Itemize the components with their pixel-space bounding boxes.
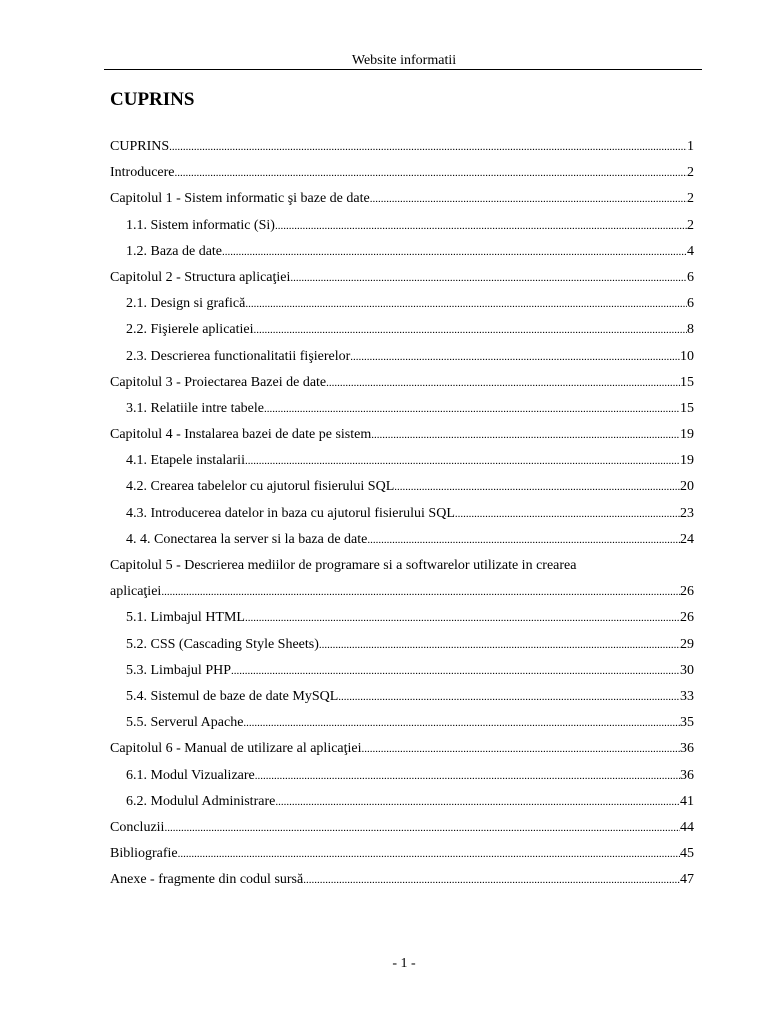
- toc-entry-title: 2.1. Design si grafică: [126, 296, 246, 312]
- toc-entry-page-number: 47: [680, 872, 694, 888]
- toc-dot-leader: [245, 609, 680, 627]
- toc-entry-title: 6.2. Modulul Administrare: [126, 793, 276, 809]
- toc-entry-page-number: 10: [680, 348, 694, 364]
- toc-entry[interactable]: [0, 269, 768, 295]
- toc-entry-row: [126, 688, 694, 706]
- toc-dot-leader: [455, 505, 680, 523]
- toc-entry-page-number: 2: [687, 165, 694, 181]
- toc-entry-page-number: 30: [680, 662, 694, 678]
- toc-entry[interactable]: [0, 400, 768, 426]
- toc-entry-title: Bibliografie: [110, 846, 178, 862]
- toc-entry[interactable]: [0, 217, 768, 243]
- toc-entry[interactable]: [0, 531, 768, 557]
- toc-entry-page-number: 6: [687, 269, 694, 285]
- toc-entry-row: [110, 871, 694, 889]
- toc-dot-leader: [338, 688, 680, 706]
- toc-entry-page-number: 36: [680, 767, 694, 783]
- toc-entry-page-number: 26: [680, 610, 694, 626]
- toc-entry-title: Capitolul 1 - Sistem informatic şi baze de date: [110, 191, 370, 207]
- toc-entry-title: 5.3. Limbajul PHP: [126, 662, 232, 678]
- toc-entry-page-number: 26: [680, 584, 694, 600]
- toc-entry-page-number: 15: [680, 374, 694, 390]
- toc-entry-page-number: 36: [680, 741, 694, 757]
- toc-entry[interactable]: [0, 138, 768, 164]
- toc-entry[interactable]: [0, 793, 768, 819]
- toc-entry[interactable]: [0, 452, 768, 478]
- toc-dot-leader: [370, 190, 687, 208]
- toc-dot-leader: [362, 740, 680, 758]
- toc-entry-page-number: 45: [680, 846, 694, 862]
- toc-dot-leader: [264, 400, 680, 418]
- toc-dot-leader: [254, 321, 687, 339]
- toc-dot-leader: [326, 374, 680, 392]
- toc-entry[interactable]: [0, 636, 768, 662]
- page-number: - 1 -: [392, 956, 416, 971]
- toc-entry-title: 3.1. Relatiile intre tabele: [126, 400, 265, 416]
- toc-entry-title: Capitolul 5 - Descrierea mediilor de programare si a softwarelor utilizate in crearea: [110, 558, 577, 573]
- toc-dot-leader: [243, 714, 680, 732]
- toc-entry-row: [126, 217, 694, 235]
- toc-entry-row: [110, 164, 694, 182]
- toc-entry-row: [110, 845, 694, 863]
- toc-entry-title: Anexe - fragmente din codul sursă: [110, 872, 304, 888]
- toc-entry[interactable]: [0, 321, 768, 347]
- toc-entry-row: [126, 400, 694, 418]
- toc-entry-page-number: 29: [680, 636, 694, 652]
- toc-entry-page-number: 2: [687, 191, 694, 207]
- toc-entry[interactable]: [0, 295, 768, 321]
- table-of-contents: [0, 138, 768, 897]
- toc-entry[interactable]: [0, 374, 768, 400]
- running-header: Website informatii: [351, 53, 457, 68]
- toc-entry-page-number: 6: [687, 296, 694, 312]
- toc-dot-leader: [290, 269, 687, 287]
- toc-entry-title: 5.5. Serverul Apache: [126, 715, 244, 731]
- toc-entry-row: [110, 374, 694, 392]
- toc-entry-row: [126, 609, 694, 627]
- toc-entry-title: Capitolul 4 - Instalarea bazei de date pe sistem: [110, 427, 372, 443]
- toc-entry-title: 2.3. Descrierea functionalitatii fişierelor: [126, 348, 351, 364]
- toc-entry-title: 5.2. CSS (Cascading Style Sheets): [126, 636, 319, 652]
- toc-entry[interactable]: [0, 190, 768, 216]
- toc-entry[interactable]: [0, 609, 768, 635]
- toc-entry-page-number: 23: [680, 505, 694, 521]
- toc-entry[interactable]: [0, 819, 768, 845]
- toc-entry-row: [126, 636, 694, 654]
- toc-entry[interactable]: [0, 845, 768, 871]
- header-divider: [104, 69, 702, 70]
- toc-entry[interactable]: [0, 348, 768, 374]
- toc-dot-leader: [175, 164, 687, 182]
- toc-entry-title: 4.3. Introducerea datelor in baza cu ajutorul fisierului SQL: [126, 505, 455, 521]
- toc-entry-row: [110, 190, 694, 208]
- toc-entry-row: [126, 478, 694, 496]
- toc-entry-title: aplicaţiei: [110, 584, 162, 600]
- toc-entry-page-number: 19: [680, 427, 694, 443]
- toc-entry[interactable]: [0, 557, 768, 583]
- toc-entry[interactable]: [0, 662, 768, 688]
- toc-entry-row: [110, 740, 694, 758]
- toc-entry[interactable]: [0, 164, 768, 190]
- toc-entry[interactable]: [0, 767, 768, 793]
- toc-entry-title: 4.2. Crearea tabelelor cu ajutorul fisierului SQL: [126, 479, 395, 495]
- toc-entry-row: [126, 295, 694, 313]
- toc-entry-title: 2.2. Fişierele aplicatiei: [126, 322, 254, 338]
- toc-entry-row: [110, 557, 694, 575]
- toc-entry[interactable]: [0, 243, 768, 269]
- toc-entry[interactable]: [0, 478, 768, 504]
- toc-entry-row: [126, 505, 694, 523]
- toc-heading: CUPRINS: [110, 89, 195, 110]
- toc-entry-row: [110, 426, 694, 444]
- toc-entry-title: 1.1. Sistem informatic (Si): [126, 217, 275, 233]
- toc-entry-page-number: 24: [680, 531, 694, 547]
- toc-entry-title: Concluzii: [110, 819, 165, 835]
- toc-entry-row: [126, 793, 694, 811]
- toc-dot-leader: [350, 348, 680, 366]
- toc-entry-page-number: 33: [680, 688, 694, 704]
- toc-dot-leader: [178, 845, 680, 863]
- toc-entry-row: [126, 321, 694, 339]
- toc-dot-leader: [371, 426, 680, 444]
- toc-dot-leader: [255, 767, 680, 785]
- toc-entry[interactable]: [0, 505, 768, 531]
- toc-entry[interactable]: [0, 583, 768, 609]
- toc-entry[interactable]: [0, 688, 768, 714]
- toc-entry-title: 4. 4. Conectarea la server si la baza de date: [126, 531, 368, 547]
- toc-entry[interactable]: [0, 426, 768, 452]
- toc-entry-row: [126, 714, 694, 732]
- toc-entry-page-number: 15: [680, 400, 694, 416]
- toc-entry-title: Capitolul 6 - Manual de utilizare al aplicaţiei: [110, 741, 362, 757]
- toc-entry-title: 6.1. Modul Vizualizare: [126, 767, 255, 783]
- toc-entry-title: CUPRINS: [110, 139, 170, 154]
- toc-entry-row: [110, 269, 694, 287]
- toc-entry-page-number: 1: [687, 139, 694, 154]
- toc-entry-row: [126, 662, 694, 680]
- toc-dot-leader: [275, 217, 687, 235]
- toc-entry-title: Capitolul 2 - Structura aplicaţiei: [110, 269, 291, 285]
- toc-entry-title: Introducere: [110, 165, 175, 181]
- toc-entry-page-number: 20: [680, 479, 694, 495]
- toc-dot-leader: [367, 531, 680, 549]
- toc-entry-title: 5.1. Limbajul HTML: [126, 610, 245, 626]
- toc-entry-page-number: 44: [680, 819, 694, 835]
- toc-entry[interactable]: [0, 871, 768, 897]
- toc-entry-row: [110, 138, 694, 156]
- toc-dot-leader: [245, 452, 680, 470]
- toc-entry-row: [126, 243, 694, 261]
- toc-dot-leader: [231, 662, 680, 680]
- toc-entry-title: 4.1. Etapele instalarii: [126, 453, 245, 469]
- toc-entry-row: [126, 452, 694, 470]
- toc-entry-row: [110, 583, 694, 601]
- toc-entry-page-number: 8: [687, 322, 694, 338]
- toc-entry-row: [110, 819, 694, 837]
- toc-entry-title: 5.4. Sistemul de baze de date MySQL: [126, 688, 339, 704]
- toc-entry-title: 1.2. Baza de date: [126, 243, 223, 259]
- toc-dot-leader: [169, 138, 687, 156]
- toc-entry-title: Capitolul 3 - Proiectarea Bazei de date: [110, 374, 327, 390]
- toc-entry[interactable]: [0, 714, 768, 740]
- toc-dot-leader: [245, 295, 687, 313]
- toc-entry-page-number: 19: [680, 453, 694, 469]
- toc-dot-leader: [319, 636, 680, 654]
- toc-entry-page-number: 41: [680, 793, 694, 809]
- toc-entry-page-number: 4: [687, 243, 694, 259]
- toc-dot-leader: [164, 819, 680, 837]
- toc-entry-row: [126, 531, 694, 549]
- toc-entry-page-number: 2: [687, 217, 694, 233]
- toc-dot-leader: [394, 478, 680, 496]
- toc-entry[interactable]: [0, 740, 768, 766]
- toc-dot-leader: [161, 583, 680, 601]
- toc-entry-page-number: 35: [680, 715, 694, 731]
- toc-dot-leader: [222, 243, 687, 261]
- toc-entry-row: [126, 767, 694, 785]
- toc-dot-leader: [275, 793, 680, 811]
- toc-dot-leader: [303, 871, 680, 889]
- toc-entry-row: [126, 348, 694, 366]
